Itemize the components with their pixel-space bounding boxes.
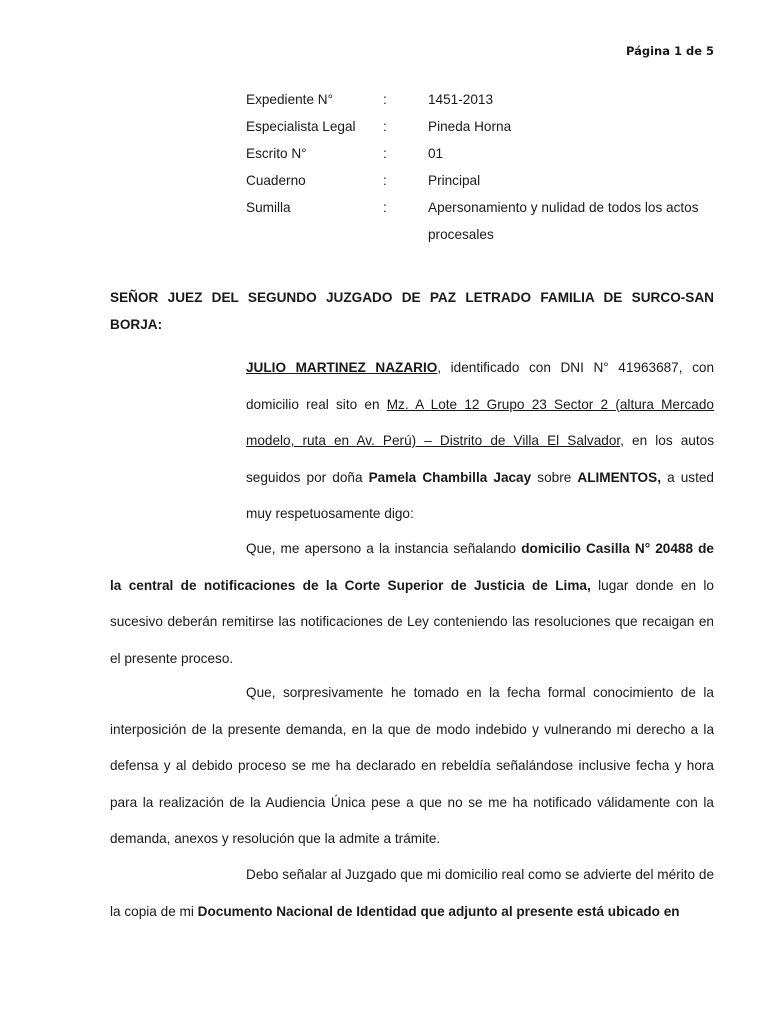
meta-value: Pineda Horna (428, 119, 512, 134)
text-segment: lugar donde en lo sucesivo deberán remitirse las notificaciones de Ley conteniendo las resoluciones que recaigan en el presente proceso. (110, 577, 714, 666)
meta-label: Especialista Legal (246, 119, 356, 134)
meta-label: Cuaderno (246, 173, 306, 188)
addressee-heading: SEÑOR JUEZ DEL SEGUNDO JUZGADO DE PAZ LETRADO FAMILIA DE SURCO-SAN BORJA: (110, 290, 714, 332)
paragraph-nullity: Que, sorpresivamente he tomado en la fecha formal conocimiento de la interposición de la presente demanda, en la que de modo indebido y vulnerando mi derecho a la defensa y al debido proceso se me ha declarado en rebeldía señalándose inclusive fecha y hora para la realización de la Audiencia Única pese a que no se me ha notificado válidamente con la demanda, anexos y resolución que la admite a trámite. (110, 685, 714, 846)
paragraph-real-domicile (110, 857, 714, 930)
case-matter: ALIMENTOS, (577, 469, 661, 485)
meta-colon: : (383, 119, 387, 134)
petitioner-name: JULIO MARTINEZ NAZARIO (246, 360, 438, 375)
meta-row-expediente (246, 86, 716, 113)
meta-row-sumilla (246, 194, 716, 248)
meta-value: 1451-2013 (428, 92, 494, 107)
meta-label: Sumilla (246, 200, 291, 215)
meta-value: Apersonamiento y nulidad de todos los actos procesales (428, 200, 699, 242)
text-segment: Que, me apersono a la instancia señalando (246, 541, 522, 556)
meta-row-cuaderno (246, 167, 716, 194)
service-address: domicilio Casilla N° 20488 de la central de notificaciones de la Corte Superior de Justicia de Lima, (110, 541, 714, 593)
meta-row-especialista (246, 113, 716, 140)
meta-colon: : (383, 92, 387, 107)
meta-value: 01 (428, 146, 444, 161)
paragraph-address-for-service (110, 531, 714, 677)
meta-label: Escrito N° (246, 146, 307, 161)
home-address: Mz. A Lote 12 Grupo 23 Sector 2 (altura Mercado modelo, ruta en Av. Perú) – Distrito de Villa El Salvador (246, 396, 714, 448)
page-number: Página 1 de 5 (625, 44, 714, 58)
case-metadata (246, 86, 716, 248)
text-segment: , identificado con DNI N° 41963687, con domicilio real sito en (246, 360, 715, 412)
text-segment: a usted muy respetuosamente digo: (246, 469, 714, 521)
text-segment: , en los autos seguidos por doña (246, 433, 714, 485)
text-segment: Debo señalar al Juzgado que mi domicilio real como se advierte del mérito de la copia de mi (110, 867, 714, 919)
meta-label: Expediente N° (246, 92, 334, 107)
meta-colon: : (383, 173, 387, 188)
meta-row-escrito (246, 140, 716, 167)
meta-value: Principal (428, 173, 481, 188)
meta-colon: : (383, 146, 387, 161)
meta-colon: : (383, 200, 387, 215)
text-segment: sobre (531, 469, 578, 485)
paragraph-appearance (246, 350, 714, 533)
opposing-party: Pamela Chambilla Jacay (368, 469, 532, 485)
id-document-reference: Documento Nacional de Identidad que adjunto al presente está ubicado en (197, 903, 680, 919)
